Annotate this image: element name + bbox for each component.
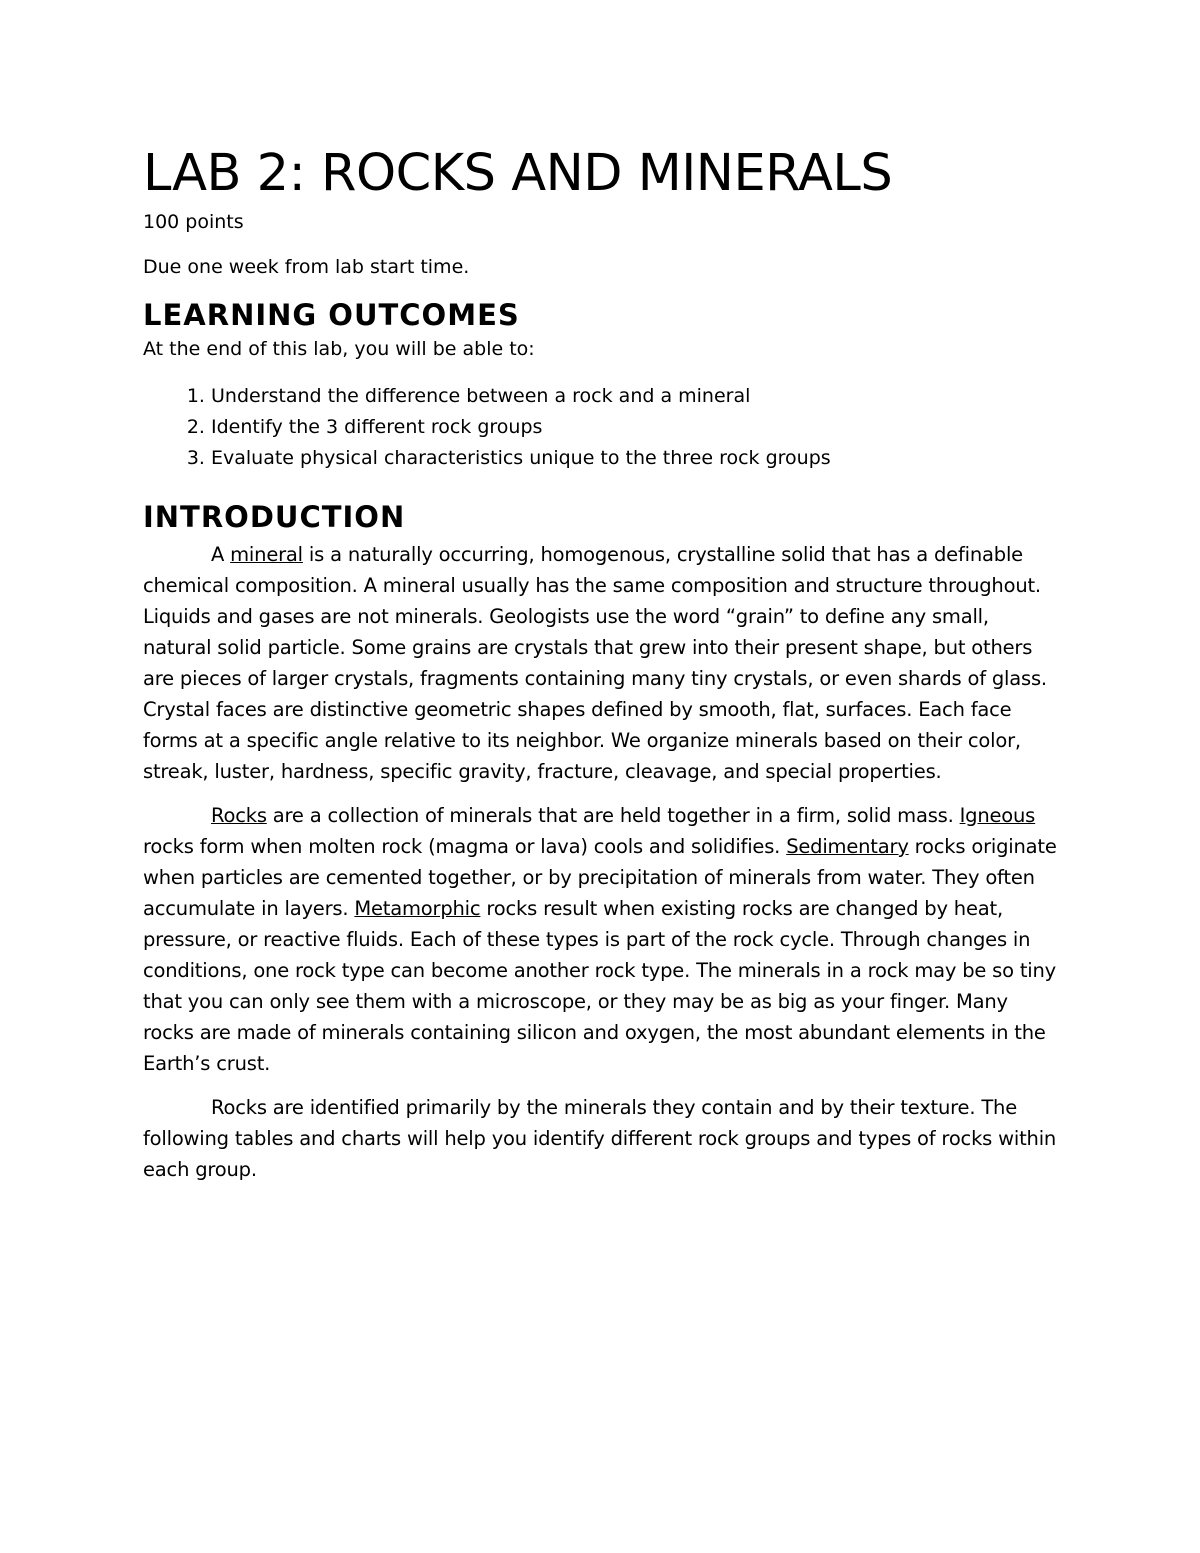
text-run: rocks form when molten rock (magma or lava) cools and solidifies. [143,835,787,858]
points-label: 100 points [143,211,244,233]
term-igneous: Igneous [959,804,1036,827]
learning-outcomes-list [143,381,1063,474]
list-item: 3. Evaluate physical characteristics unique to the three rock groups [211,443,1063,474]
text-run: rocks result when existing rocks are changed by heat, pressure, or reactive fluids. Each of these types is part of the rock cycle. Through changes in conditions, one rock type can become another rock type. The minerals in a rock may be so tiny that you can only see them with a microscope, or they may be as big as your finger. Many rocks are made of minerals containing silicon and oxygen, the most abundant elements in the Earth’s crust. [143,897,1057,1075]
text-run: A [211,543,231,566]
intro-paragraph-identification: Rocks are identified primarily by the minerals they contain and by their texture. The following tables and charts will help you identify different rock groups and types of rocks within each group. [143,1096,1057,1181]
text-run: rocks originate when particles are cemented together, or by precipitation of minerals from water. They often accumulate in layers. [143,835,1057,920]
learning-outcomes-heading: LEARNING OUTCOMES [143,298,520,332]
list-item: 2. Identify the 3 different rock groups [211,412,1063,443]
due-date-text: Due one week from lab start time. [143,256,470,278]
term-mineral: mineral [230,543,303,566]
text-run: is a naturally occurring, homogenous, crystalline solid that has a definable chemical composition. A mineral usually has the same composition and structure throughout. Liquids and gases are not minerals. Geologists use the word “grain” to define any small, natural solid particle. Some grains are crystals that grew into their present shape, but others are pieces of larger crystals, fragments containing many tiny crystals, or even shards of glass. Crystal faces are distinctive geometric shapes defined by smooth, flat, surfaces. Each face forms at a specific angle relative to its neighbor. We organize minerals based on their color, streak, luster, hardness, specific gravity, fracture, cleavage, and special properties. [143,543,1047,783]
list-item: 1. Understand the difference between a rock and a mineral [211,381,1063,412]
term-sedimentary: Sedimentary [786,835,909,858]
intro-paragraph-mineral [143,539,1063,787]
text-run: are a collection of minerals that are held together in a firm, solid mass. [266,804,960,827]
document-body [143,138,1063,1185]
term-rocks: Rocks [211,804,267,827]
introduction-heading: INTRODUCTION [143,500,406,534]
intro-paragraph-rocks [143,800,1063,1079]
learning-outcomes-lead: At the end of this lab, you will be able to: [143,338,535,360]
term-metamorphic: Metamorphic [354,897,481,920]
document-title: LAB 2: ROCKS AND MINERALS [143,144,893,203]
